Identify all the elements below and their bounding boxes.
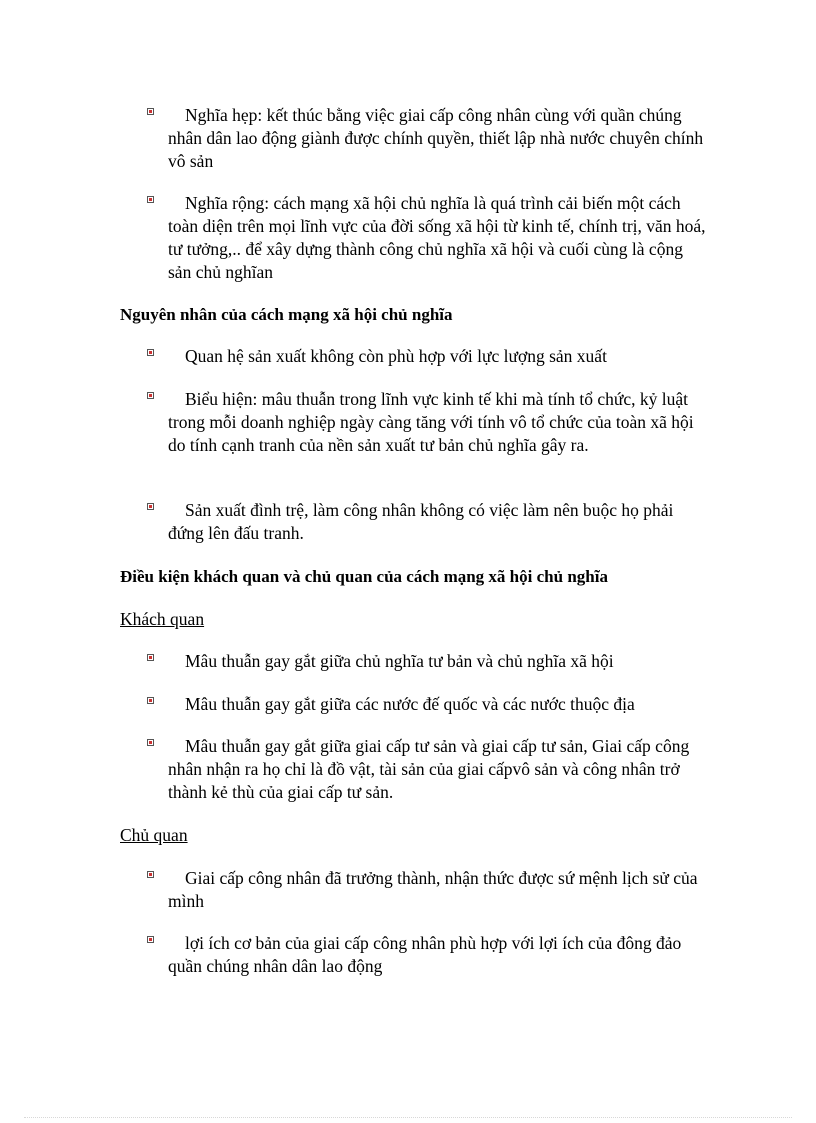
- list-item: [168, 932, 708, 978]
- square-bullet-icon: [147, 936, 155, 944]
- page-bottom-rule: [24, 1117, 792, 1118]
- square-bullet-icon: [147, 108, 155, 116]
- list-item-text: Sản xuất đình trệ, làm công nhân không có việc làm nên buộc họ phải đứng lên đấu tranh.: [168, 500, 674, 543]
- square-bullet-icon: [147, 697, 155, 705]
- square-bullet-icon: [147, 654, 155, 662]
- section-heading: Nguyên nhân của cách mạng xã hội chủ nghĩa: [120, 305, 453, 324]
- list-item-text: Quan hệ sản xuất không còn phù hợp với lực lượng sản xuất: [185, 346, 607, 366]
- square-bullet-icon: [147, 392, 155, 400]
- square-bullet-icon: [147, 196, 155, 204]
- list-item-text: Mâu thuẫn gay gắt giữa các nước đế quốc và các nước thuộc địa: [185, 694, 635, 714]
- list-item: [168, 345, 708, 368]
- list-item-text: Nghĩa hẹp: kết thúc bằng việc giai cấp công nhân cùng với quần chúng nhân dân lao động giành được chính quyền, thiết lập nhà nước chuyên chính vô sản: [168, 105, 704, 171]
- list-item: [168, 104, 708, 173]
- list-item-text: Giai cấp công nhân đã trưởng thành, nhận thức được sứ mệnh lịch sử của mình: [168, 868, 698, 911]
- square-bullet-icon: [147, 739, 155, 747]
- list-item: [168, 735, 708, 804]
- subsection-label-subjective: Chủ quan: [120, 825, 188, 845]
- square-bullet-icon: [147, 349, 155, 357]
- list-item-text: Biểu hiện: mâu thuẫn trong lĩnh vực kinh tế khi mà tính tổ chức, kỷ luật trong mỗi doanh nghiệp ngày càng tăng với tính vô tổ chức của toàn xã hội do tính cạnh tranh của nền sản xuất tư bản chủ nghĩa gây ra.: [168, 389, 694, 455]
- list-item-text: Mâu thuẫn gay gắt giữa giai cấp tư sản và giai cấp tư sản, Giai cấp công nhân nhận ra họ chỉ là đồ vật, tài sản của giai cấpvô sản và công nhân trở thành kẻ thù của giai cấp tư sản.: [168, 736, 690, 802]
- list-item: [168, 192, 708, 284]
- list-item-text: Nghĩa rộng: cách mạng xã hội chủ nghĩa là quá trình cải biến một cách toàn diện trên mọi lĩnh vực của đời sống xã hội từ kinh tế, chính trị, văn hoá, tư tưởng,.. để xây dựng thành công chủ nghĩa xã hội và cuối cùng là cộng sản chủ nghĩan: [168, 193, 706, 282]
- list-item: [168, 693, 708, 716]
- list-item: [168, 388, 708, 457]
- list-item-text: lợi ích cơ bản của giai cấp công nhân phù hợp với lợi ích của đông đảo quần chúng nhân dân lao động: [168, 933, 682, 976]
- square-bullet-icon: [147, 871, 155, 879]
- list-item: [168, 650, 708, 673]
- list-item: [168, 499, 708, 545]
- list-item-text: Mâu thuẫn gay gắt giữa chủ nghĩa tư bản và chủ nghĩa xã hội: [185, 651, 614, 671]
- list-item: [168, 867, 708, 913]
- section-heading: Điều kiện khách quan và chủ quan của cách mạng xã hội chủ nghĩa: [120, 567, 608, 586]
- subsection-label-objective: Khách quan: [120, 609, 205, 629]
- square-bullet-icon: [147, 503, 155, 511]
